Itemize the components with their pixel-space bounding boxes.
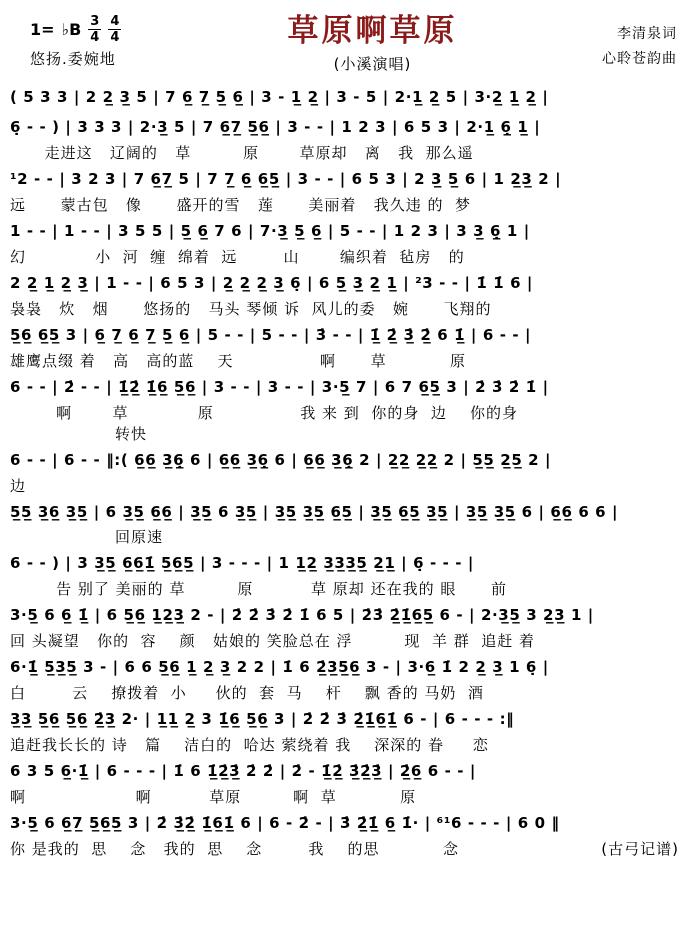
score	[10, 80, 685, 860]
meter-numerator: 3	[90, 13, 100, 29]
key-meter-block	[10, 14, 178, 69]
notation-line: 1 - - | 1 - - | 3 5 5 | 5̲ 6̲ 7 6 | 7·3̲ 5̲ 6̲ | 5 - - | 1 2 3 | 3 3̲ 6̲̣ 1 |	[10, 221, 530, 240]
title-block	[178, 14, 567, 74]
score-system	[10, 808, 685, 860]
credits-block	[567, 14, 685, 72]
notation-line: 6 - - ) | 3 3̲5̲ 6̲6̲1̲̇ 5̲6̲5̲ | 3 - - - | 1 1̲2̲ 3̲3̲3̲5̲ 2̲1̲ | 6̣ - - - |	[10, 553, 474, 572]
notation-line: 6·1̲̇ 5̲3̲5̲ 3 - | 6 6 5̲6̲ 1̲ 2̲ 3̲ 2 2 | 1̇ 6 2̲̇3̲5̲6̲ 3 - | 3·6̲ 1̇ 2 2̲ 3̲ 1 6̣ |	[10, 657, 549, 676]
score-system	[10, 497, 685, 548]
lyrics-line: 袅袅 炊 烟 悠扬的 马头 琴倾 诉 风儿的委 婉 飞翔的	[10, 299, 492, 318]
tempo-expression: 悠扬.委婉地	[30, 50, 116, 68]
lyrics-line: 告 别了 美丽的 草 原 草 原却 还在我的 眼 前	[10, 579, 507, 598]
performer-subtitle: (小溪演唱)	[333, 54, 412, 73]
notation-line: 3·5̲ 6 6̲ 1̲̇ | 6 5̲6̲ 1̲2̲3̲ 2 - | 2̇ 2̇ 3̇ 2̇ 1̇ 6 5 | 2̇3̇ 2̲̇1̲̇6̲5̲ 6 - | 2·3̲5̲ 3 2̲3̲ 1 |	[10, 605, 594, 624]
tempo-marking: 回原速	[115, 527, 164, 546]
score-system	[10, 548, 685, 600]
meter-denominator: 4	[90, 29, 100, 45]
score-system	[10, 704, 685, 756]
score-system	[10, 652, 685, 704]
notation-line: ¹2 - - | 3 2 3 | 7 6̲7̲ 5 | 7 7̲ 6̲ 6̲5̲ | 3 - - | 6 5 3 | 2 3̲ 5̲ 6 | 1 2̲3̲ 2 |	[10, 169, 562, 188]
score-system	[10, 268, 685, 320]
score-system	[10, 82, 685, 112]
key-prefix: 1=	[30, 19, 55, 39]
transcriber-note: (古弓记谱)	[601, 839, 679, 858]
notation-line: ( 5 3 3 | 2 2̲ 3̲ 5 | 7 6̲ 7̲ 5̲ 6̲ | 3 - 1̲ 2̲ | 3 - 5 | 2·1̲ 2̲ 5 | 3·2̲ 1̲ 2̲ |	[10, 87, 549, 106]
lyrics-line: 远 蒙古包 像 盛开的雪 莲 美丽着 我久违 的 梦	[10, 195, 472, 214]
lyrics-line: 边	[10, 476, 27, 495]
score-system	[10, 445, 685, 497]
lyrics-line: 雄鹰点缀 着 高 高的蓝 天 啊 草 原	[10, 351, 467, 370]
lyrics-line: 啊 啊 草原 啊 草 原	[10, 787, 417, 806]
tempo-marking: 转快	[115, 424, 148, 443]
header	[10, 14, 685, 74]
notation-line: 6 - - | 6 - - ‖:( 6̲6̲ 3̲6̲̣ 6 | 6̲6̲ 3̲6̲̣ 6 | 6̲6̲ 3̲6̲̣ 2 | 2̲2̲ 2̲2̲ 2 | 5̲5̲ 2̲5̲ 2 |	[10, 450, 552, 469]
lyrics-line: 回 头凝望 你的 容 颜 姑娘的 笑脸总在 浮 现 羊 群 追赶 着	[10, 631, 536, 650]
score-system	[10, 372, 685, 445]
lyrics-line: 啊 草 原 我 来 到 你的身 边 你的身	[10, 403, 518, 422]
score-system	[10, 112, 685, 164]
notation-line: 6 - - | 2̇ - - | 1̲̇2̲̇ 1̲̇6̲ 5̲6̲ | 3 - - | 3 - - | 3·5̲ 7 | 6 7 6̲5̲ 3 | 2̇ 3̇ 2̇ 1̇ |	[10, 377, 549, 396]
notation-line: 5̲5̲ 3̲6̲ 3̲5̲ | 6 3̲5̲ 6̲6̲ | 3̲5̲ 6 3̲5̲ | 3̲5̲ 3̲5̲ 6̲5̲ | 3̲5̲ 6̲5̲ 3̲5̲ | 3̲5̲ 3̲5̲ 6 | 6̲6̲ 6 6 |	[10, 502, 619, 521]
meter-numerator: 4	[110, 13, 120, 29]
score-system	[10, 320, 685, 372]
key-note: ♭B	[61, 19, 82, 39]
lyrics-line: 追赶我长长的 诗 篇 洁白的 哈达 萦绕着 我 深深的 眷 恋	[10, 735, 489, 754]
notation-line: 6 3 5 6̲·1̲̇ | 6 - - - | 1̇ 6 1̲̇2̲̇3̲̇ 2̇ 2̇ | 2̇ - 1̲̇2̲̇ 3̲̇2̲̇3̲̇ | 2̲̇6̲ 6 - - |	[10, 761, 477, 780]
lyrics-line: 走进这 辽阔的 草 原 草原却 离 我 那么遥	[10, 143, 474, 162]
notation-line: 3·5̲ 6 6̲7̲ 5̲6̲5̲ 3 | 2̇ 3̲̇2̲̇ 1̲̇6̲1̲̇ 6 | 6 - 2̇ - | 3̇ 2̲̇1̲̇ 6̲ 1̇· | ⁶¹6 - - - | 6 0 ‖	[10, 813, 560, 832]
score-system	[10, 600, 685, 652]
lyricist-credit: 李清泉词	[617, 26, 677, 42]
notation-line: 3̲3̲ 5̲6̲ 5̲6̲ 2̲̇3̲ 2· | 1̲1̲ 2̲ 3 1̲̇6̲ 5̲6̲ 3 | 2̇ 2̇ 3̇ 2̲̇1̲̇6̲1̲̇ 6 - | 6 - - - :‖	[10, 709, 515, 728]
notation-line: 2 2̲ 1̲ 2̲ 3̲ | 1 - - | 6 5 3 | 2̲ 2̲ 2̲ 3̲ 6̣ | 6 5̲ 3̲ 2̲ 1̲ | ²3 - - | 1̇ 1̇ 6 |	[10, 273, 534, 292]
meter-3-4	[88, 15, 101, 44]
lyrics-line: 你 是我的 思 念 我的 思 念 我 的思 念 (古弓记谱)	[10, 839, 679, 858]
key-signature	[30, 14, 178, 44]
notation-line: 5̲6̲ 6̲5̲ 3 | 6̲ 7̲ 6̲ 7̲ 5̲ 6̲ | 5 - - | 5 - - | 3̇ - - | 1̲̇ 2̲̇ 3̲̇ 2̲̇ 6 1̲̇ | 6 - - |	[10, 325, 532, 344]
lyrics-line: 幻 小 河 缠 绵着 远 山 编织着 毡房 的	[10, 247, 465, 266]
score-system	[10, 164, 685, 216]
composer-credit: 心聆苍韵曲	[602, 51, 677, 68]
notation-line: 6̣ - - ) | 3 3 3 | 2·3̲ 5 | 7 6̲7̲ 5̲6̲ | 3 - - | 1 2 3 | 6 5 3 | 2·1̲ 6̲̣ 1̲ |	[10, 117, 541, 136]
score-system	[10, 756, 685, 808]
song-title: 草原啊草原	[287, 13, 458, 49]
meter-4-4	[108, 15, 121, 44]
lyrics-line: 白 云 撩拨着 小 伙的 套 马 杆 飘 香的 马奶 酒	[10, 683, 484, 702]
meter-denominator: 4	[110, 29, 120, 45]
score-system	[10, 216, 685, 268]
